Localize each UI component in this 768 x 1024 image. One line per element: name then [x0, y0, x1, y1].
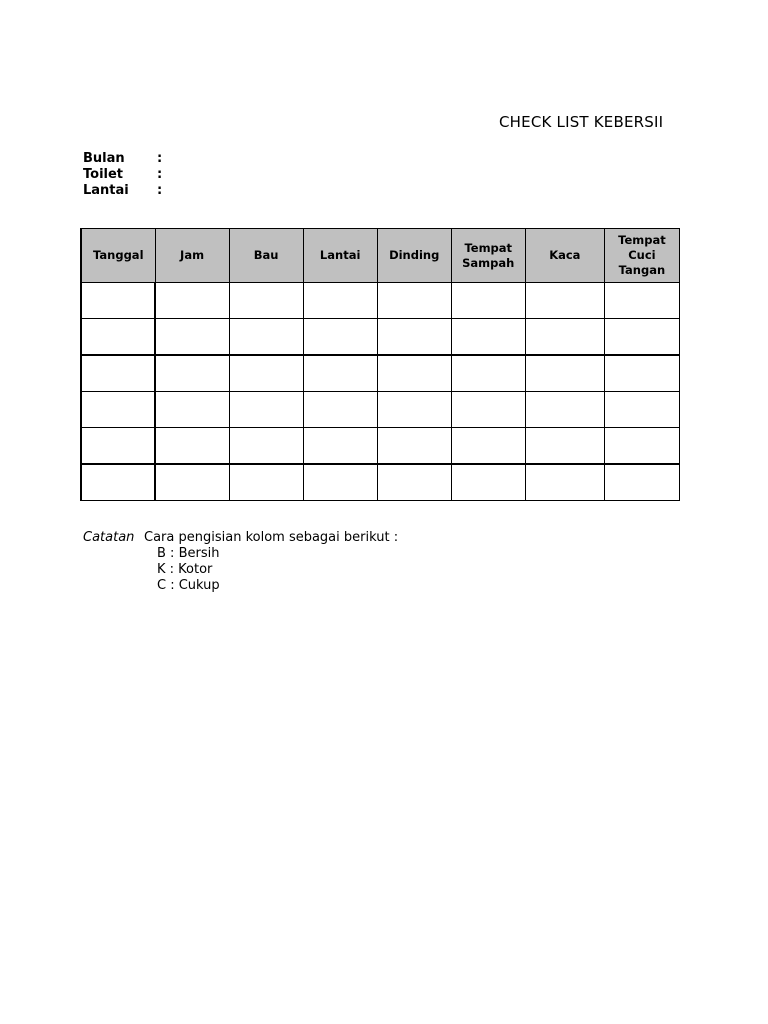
table-cell[interactable] — [303, 464, 377, 501]
notes-intro: Cara pengisian kolom sebagai berikut : — [144, 530, 399, 545]
meta-fields — [83, 151, 162, 199]
meta-row-lantai — [83, 183, 162, 199]
table-row — [81, 428, 680, 465]
table-cell[interactable] — [155, 319, 229, 356]
table-cell[interactable] — [81, 283, 155, 319]
notes-item-bersih: B : Bersih — [157, 546, 220, 561]
table-cell[interactable] — [604, 392, 679, 428]
meta-row-bulan — [83, 151, 162, 167]
header-row — [81, 229, 680, 283]
table-cell[interactable] — [451, 464, 525, 501]
table-cell[interactable] — [155, 392, 229, 428]
table-cell[interactable] — [451, 319, 525, 356]
notes-label: Catatan — [83, 530, 135, 545]
table-cell[interactable] — [81, 319, 155, 356]
header-jam: Jam — [155, 229, 229, 283]
table-cell[interactable] — [155, 283, 229, 319]
table-row — [81, 464, 680, 501]
table-cell[interactable] — [604, 319, 679, 356]
table-cell[interactable] — [451, 283, 525, 319]
table-cell[interactable] — [303, 392, 377, 428]
table-row — [81, 319, 680, 356]
document-title: CHECK LIST KEBERSII — [499, 113, 664, 131]
table-row — [81, 392, 680, 428]
table-cell[interactable] — [451, 428, 525, 465]
table-cell[interactable] — [81, 392, 155, 428]
notes-intro-line — [83, 530, 398, 546]
table-cell[interactable] — [525, 319, 604, 356]
table-cell[interactable] — [377, 428, 451, 465]
table-cell[interactable] — [604, 464, 679, 501]
table-cell[interactable] — [155, 464, 229, 501]
notes-section — [83, 530, 398, 594]
table-cell[interactable] — [303, 283, 377, 319]
meta-row-toilet — [83, 167, 162, 183]
table-cell[interactable] — [155, 355, 229, 392]
table-cell[interactable] — [229, 355, 303, 392]
table-cell[interactable] — [377, 319, 451, 356]
table-cell[interactable] — [303, 319, 377, 356]
header-lantai: Lantai — [303, 229, 377, 283]
meta-colon: : — [157, 167, 163, 182]
table-cell[interactable] — [525, 464, 604, 501]
table-cell[interactable] — [81, 428, 155, 465]
table-cell[interactable] — [229, 283, 303, 319]
notes-item-kotor: K : Kotor — [157, 562, 213, 577]
table-cell[interactable] — [604, 355, 679, 392]
table-cell[interactable] — [81, 355, 155, 392]
header-bau: Bau — [229, 229, 303, 283]
table-cell[interactable] — [604, 283, 679, 319]
header-kaca: Kaca — [525, 229, 604, 283]
table-cell[interactable] — [604, 428, 679, 465]
table-cell[interactable] — [451, 355, 525, 392]
table-row — [81, 355, 680, 392]
notes-item-cukup: C : Cukup — [157, 578, 220, 593]
header-tempat-sampah: Tempat Sampah — [451, 229, 525, 283]
table-row — [81, 283, 680, 319]
header-dinding: Dinding — [377, 229, 451, 283]
table-cell[interactable] — [81, 464, 155, 501]
table-cell[interactable] — [525, 392, 604, 428]
table-cell[interactable] — [303, 428, 377, 465]
meta-colon: : — [157, 183, 163, 198]
table-cell[interactable] — [229, 319, 303, 356]
table-cell[interactable] — [377, 283, 451, 319]
header-tempat-cuci-tangan: Tempat Cuci Tangan — [604, 229, 679, 283]
table-cell[interactable] — [377, 464, 451, 501]
table-cell[interactable] — [377, 355, 451, 392]
table-cell[interactable] — [229, 392, 303, 428]
table-cell[interactable] — [155, 428, 229, 465]
table-cell[interactable] — [525, 428, 604, 465]
meta-label-lantai: Lantai — [83, 183, 129, 198]
table-cell[interactable] — [303, 355, 377, 392]
meta-label-bulan: Bulan — [83, 151, 125, 166]
header-tanggal: Tanggal — [81, 229, 155, 283]
table-cell[interactable] — [525, 283, 604, 319]
table-cell[interactable] — [377, 392, 451, 428]
meta-label-toilet: Toilet — [83, 167, 124, 182]
table-cell[interactable] — [525, 355, 604, 392]
table-cell[interactable] — [229, 428, 303, 465]
checklist-table — [80, 228, 680, 501]
table-cell[interactable] — [229, 464, 303, 501]
table-cell[interactable] — [451, 392, 525, 428]
meta-colon: : — [157, 151, 163, 166]
